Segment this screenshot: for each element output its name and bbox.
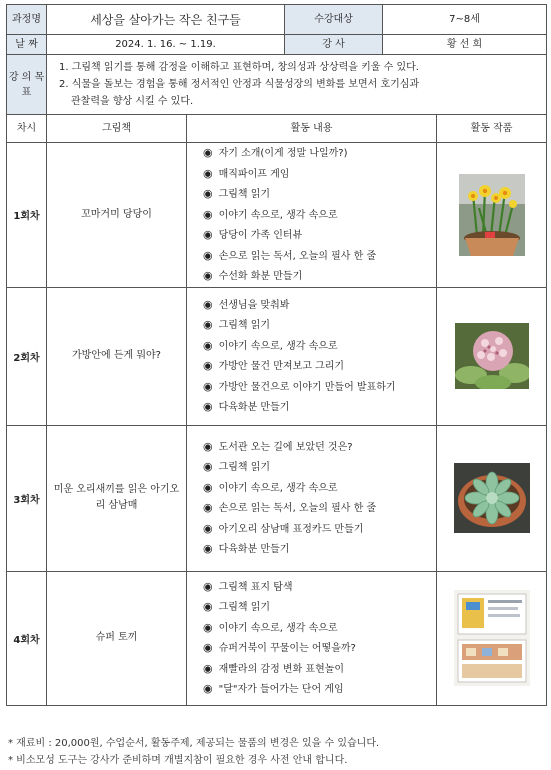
session-book: 가방안에 든게 뭐야? xyxy=(47,287,187,425)
activity-item: ◉ 그림책 읽기 xyxy=(203,597,436,618)
activity-item: ◉ 다육화분 만들기 xyxy=(203,397,436,418)
target-label: 수강대상 xyxy=(285,5,383,35)
activity-item: ◉ 자기 소개(이게 정말 나일까?) xyxy=(203,143,436,164)
instructor-name: 황 선 희 xyxy=(383,35,547,55)
activity-item: ◉ 손으로 읽는 독서, 오늘의 필사 한 줄 xyxy=(203,246,436,267)
activity-item: ◉ 수선화 화분 만들기 xyxy=(203,266,436,287)
column-header-session: 차시 xyxy=(7,115,47,143)
session-row xyxy=(7,143,547,288)
activity-item: ◉ 그림책 표지 탐색 xyxy=(203,577,436,598)
objective-line: 2. 식물을 돌보는 경험을 통해 정서적인 안정과 식물성장의 변화를 보면서 호기심과 xyxy=(59,79,420,90)
session-book xyxy=(47,425,187,571)
objective-line: 관찰력을 향상 시킬 수 있다. xyxy=(71,96,194,107)
echeveria-pot-photo xyxy=(454,463,530,533)
session-artwork xyxy=(437,287,547,425)
column-header-activities: 활동 내용 xyxy=(187,115,437,143)
target-value: 7~8세 xyxy=(383,5,547,35)
activity-item: ◉ 가방안 물건 만져보고 그리기 xyxy=(203,356,436,377)
session-label: 3회차 xyxy=(7,425,47,571)
column-header-book: 그림책 xyxy=(47,115,187,143)
date-label: 날 짜 xyxy=(7,35,47,55)
session-activities xyxy=(187,143,437,288)
date-value: 2024. 1. 16. ~ 1.19. xyxy=(47,35,285,55)
activity-item: ◉ 그림책 읽기 xyxy=(203,457,436,478)
note-line: * 재료비 : 20,000원, 수업순서, 활동주제, 제공되는 물품의 변경은 있을 수 있습니다. xyxy=(8,738,380,749)
succulent-flower-photo xyxy=(455,323,529,389)
activity-item: ◉ "달"자가 들어가는 단어 게임 xyxy=(203,679,436,700)
session-row xyxy=(7,571,547,705)
activity-item: ◉ 다육화분 만들기 xyxy=(203,539,436,560)
activity-item: ◉ 이야기 속으로, 생각 속으로 xyxy=(203,205,436,226)
note-line: * 비소모성 도구는 강사가 준비하며 개별지참이 필요한 경우 사전 안내 합니다. xyxy=(8,755,348,766)
activity-item: ◉ 매직파이프 게임 xyxy=(203,164,436,185)
session-activities xyxy=(187,287,437,425)
session-activities xyxy=(187,425,437,571)
session-label: 4회차 xyxy=(7,571,47,705)
objectives-label: 강 의 목 표 xyxy=(7,55,47,115)
session-artwork xyxy=(437,143,547,288)
worksheet-photo xyxy=(454,590,530,686)
objective-line: 1. 그림책 읽기를 통해 감정을 이해하고 표현하며, 창의성과 상상력을 키울 수 있다. xyxy=(59,62,419,73)
activity-item: ◉ 재빨라의 감정 변화 표현놀이 xyxy=(203,659,436,680)
activity-item: ◉ 이야기 속으로, 생각 속으로 xyxy=(203,478,436,499)
session-label: 1회차 xyxy=(7,143,47,288)
column-header-artwork: 활동 작품 xyxy=(437,115,547,143)
activity-item: ◉ 당당이 가족 인터뷰 xyxy=(203,225,436,246)
instructor-label: 강 사 xyxy=(285,35,383,55)
activity-item: ◉ 슈퍼거북이 꾸물이는 어떻을까? xyxy=(203,638,436,659)
lecture-plan-table xyxy=(6,4,547,706)
session-activities xyxy=(187,571,437,705)
session-book: 꼬마거미 당당이 xyxy=(47,143,187,288)
activity-item: ◉ 선생님을 맞춰봐 xyxy=(203,295,436,316)
objectives-text xyxy=(47,55,547,115)
session-book-title: 미운 오리새끼를 읽은 아기오리 삼남매 xyxy=(53,484,180,511)
activity-item: ◉ 가방안 물건으로 이야기 만들어 발표하기 xyxy=(203,377,436,398)
session-label: 2회차 xyxy=(7,287,47,425)
course-title: 세상을 살아가는 작은 친구들 xyxy=(47,5,285,35)
activity-item: ◉ 그림책 읽기 xyxy=(203,184,436,205)
activity-item: ◉ 도서관 오는 길에 보았던 것은? xyxy=(203,437,436,458)
activity-item: ◉ 손으로 읽는 독서, 오늘의 필사 한 줄 xyxy=(203,498,436,519)
session-book: 슈퍼 토끼 xyxy=(47,571,187,705)
activity-item: ◉ 이야기 속으로, 생각 속으로 xyxy=(203,336,436,357)
activity-item: ◉ 아기오리 삼남매 표정카드 만들기 xyxy=(203,519,436,540)
course-label: 과정명 xyxy=(7,5,47,35)
activity-item: ◉ 이야기 속으로, 생각 속으로 xyxy=(203,618,436,639)
session-artwork xyxy=(437,425,547,571)
session-row xyxy=(7,287,547,425)
narcissus-pot-photo xyxy=(459,174,525,256)
session-row xyxy=(7,425,547,571)
activity-item: ◉ 그림책 읽기 xyxy=(203,315,436,336)
session-artwork xyxy=(437,571,547,705)
